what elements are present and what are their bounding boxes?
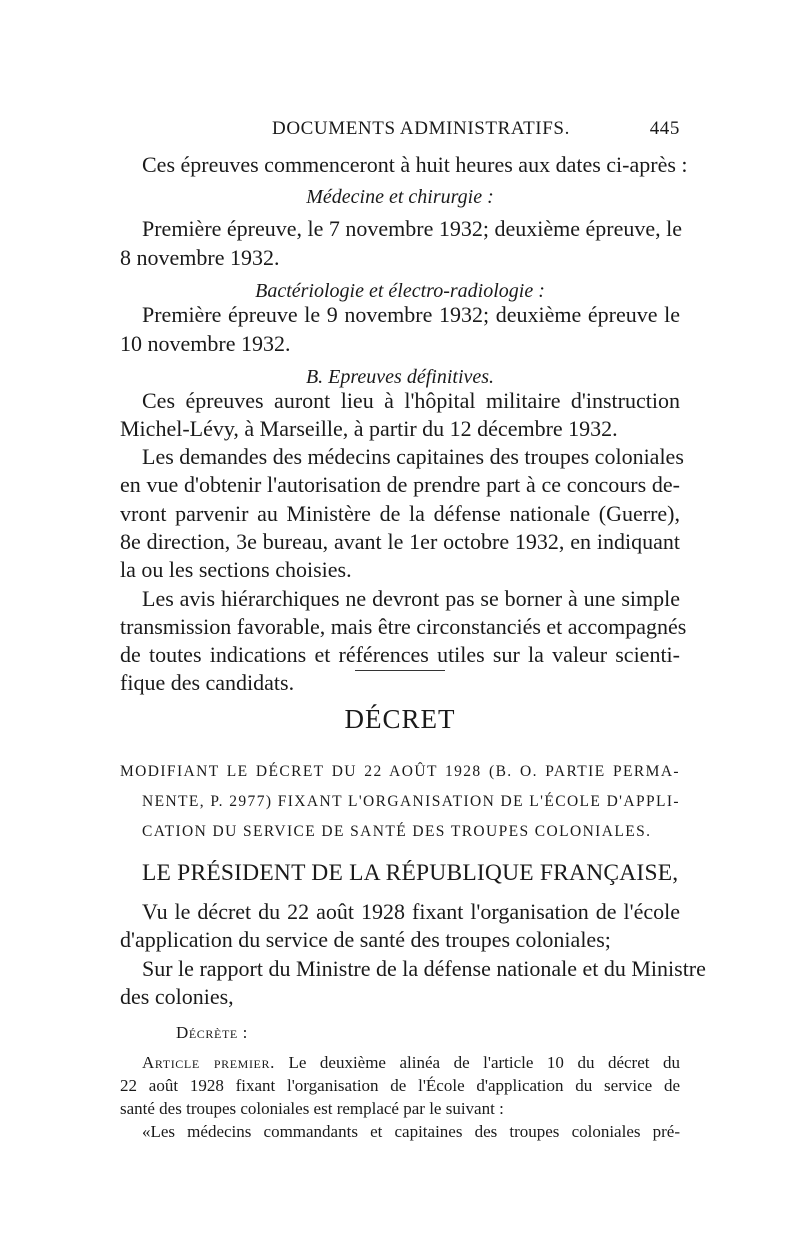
text-line: transmission favorable, mais être circonstanciés et accompagnés xyxy=(120,614,687,639)
section-divider xyxy=(355,670,445,671)
text-line: Les avis hiérarchiques ne devront pas se borner à une simple xyxy=(142,586,680,611)
subheading-epreuves-definitives: B. Epreuves définitives. xyxy=(305,366,495,388)
decree-title: DÉCRET xyxy=(344,704,456,734)
intro-line: Ces épreuves commenceront à huit heures aux dates ci-après : xyxy=(142,152,688,177)
running-title: DOCUMENTS ADMINISTRATIFS. xyxy=(272,118,570,139)
decree-subtitle-line: NENTE, P. 2977) FIXANT L'ORGANISATION DE L'ÉCOLE D'APPLI- xyxy=(142,793,680,810)
text-line: 8e direction, 3e bureau, avant le 1er octobre 1932, en indiquant xyxy=(120,529,680,554)
text-line: en vue d'obtenir l'autorisation de prendre part à ce concours de- xyxy=(120,472,680,497)
text-line: Michel-Lévy, à Marseille, à partir du 12 décembre 1932. xyxy=(120,416,618,441)
article-first-line xyxy=(142,1052,680,1074)
page-number: 445 xyxy=(649,118,680,139)
text-line: fique des candidats. xyxy=(120,670,295,695)
decree-subtitle-line: CATION DU SERVICE DE SANTÉ DES TROUPES COLONIALES. xyxy=(142,823,652,840)
text-line: des colonies, xyxy=(120,984,234,1009)
text-line: 10 novembre 1932. xyxy=(120,331,291,356)
decrete-label: Décrète : xyxy=(176,1023,248,1042)
text-line: Première épreuve, le 7 novembre 1932; deuxième épreuve, le xyxy=(142,216,682,241)
text-line: Sur le rapport du Ministre de la défense nationale et du Ministre xyxy=(142,956,706,981)
article-label: Article premier. xyxy=(142,1053,275,1072)
article-line: santé des troupes coloniales est remplacé par le suivant : xyxy=(120,1099,504,1118)
decree-subtitle-line: MODIFIANT LE DÉCRET DU 22 AOÛT 1928 (B. O. PARTIE PERMA- xyxy=(120,763,680,780)
text-line: de toutes indications et références utiles sur la valeur scienti- xyxy=(120,642,680,667)
text-line: Ces épreuves auront lieu à l'hôpital militaire d'instruction xyxy=(142,388,680,413)
text-line: Première épreuve le 9 novembre 1932; deuxième épreuve le xyxy=(142,302,680,327)
text-line: Vu le décret du 22 août 1928 fixant l'organisation de l'école xyxy=(142,899,680,924)
text-line: vront parvenir au Ministère de la défense nationale (Guerre), xyxy=(120,501,680,526)
text-line: la ou les sections choisies. xyxy=(120,557,352,582)
president-heading: LE PRÉSIDENT DE LA RÉPUBLIQUE FRANÇAISE, xyxy=(142,860,679,886)
text-line: Les demandes des médecins capitaines des troupes coloniales xyxy=(142,444,684,469)
page-header xyxy=(120,118,680,142)
article-text: Le deuxième alinéa de l'article 10 du décret du xyxy=(288,1053,680,1072)
subheading-medecine: Médecine et chirurgie : xyxy=(306,186,494,208)
text-line: 8 novembre 1932. xyxy=(120,245,280,270)
article-line: «Les médecins commandants et capitaines des troupes coloniales pré- xyxy=(142,1122,680,1141)
article-line: 22 août 1928 fixant l'organisation de l'École d'application du service de xyxy=(120,1076,680,1095)
subheading-bacteriologie: Bactériologie et électro-radiologie : xyxy=(255,280,545,302)
text-line: d'application du service de santé des troupes coloniales; xyxy=(120,927,611,952)
